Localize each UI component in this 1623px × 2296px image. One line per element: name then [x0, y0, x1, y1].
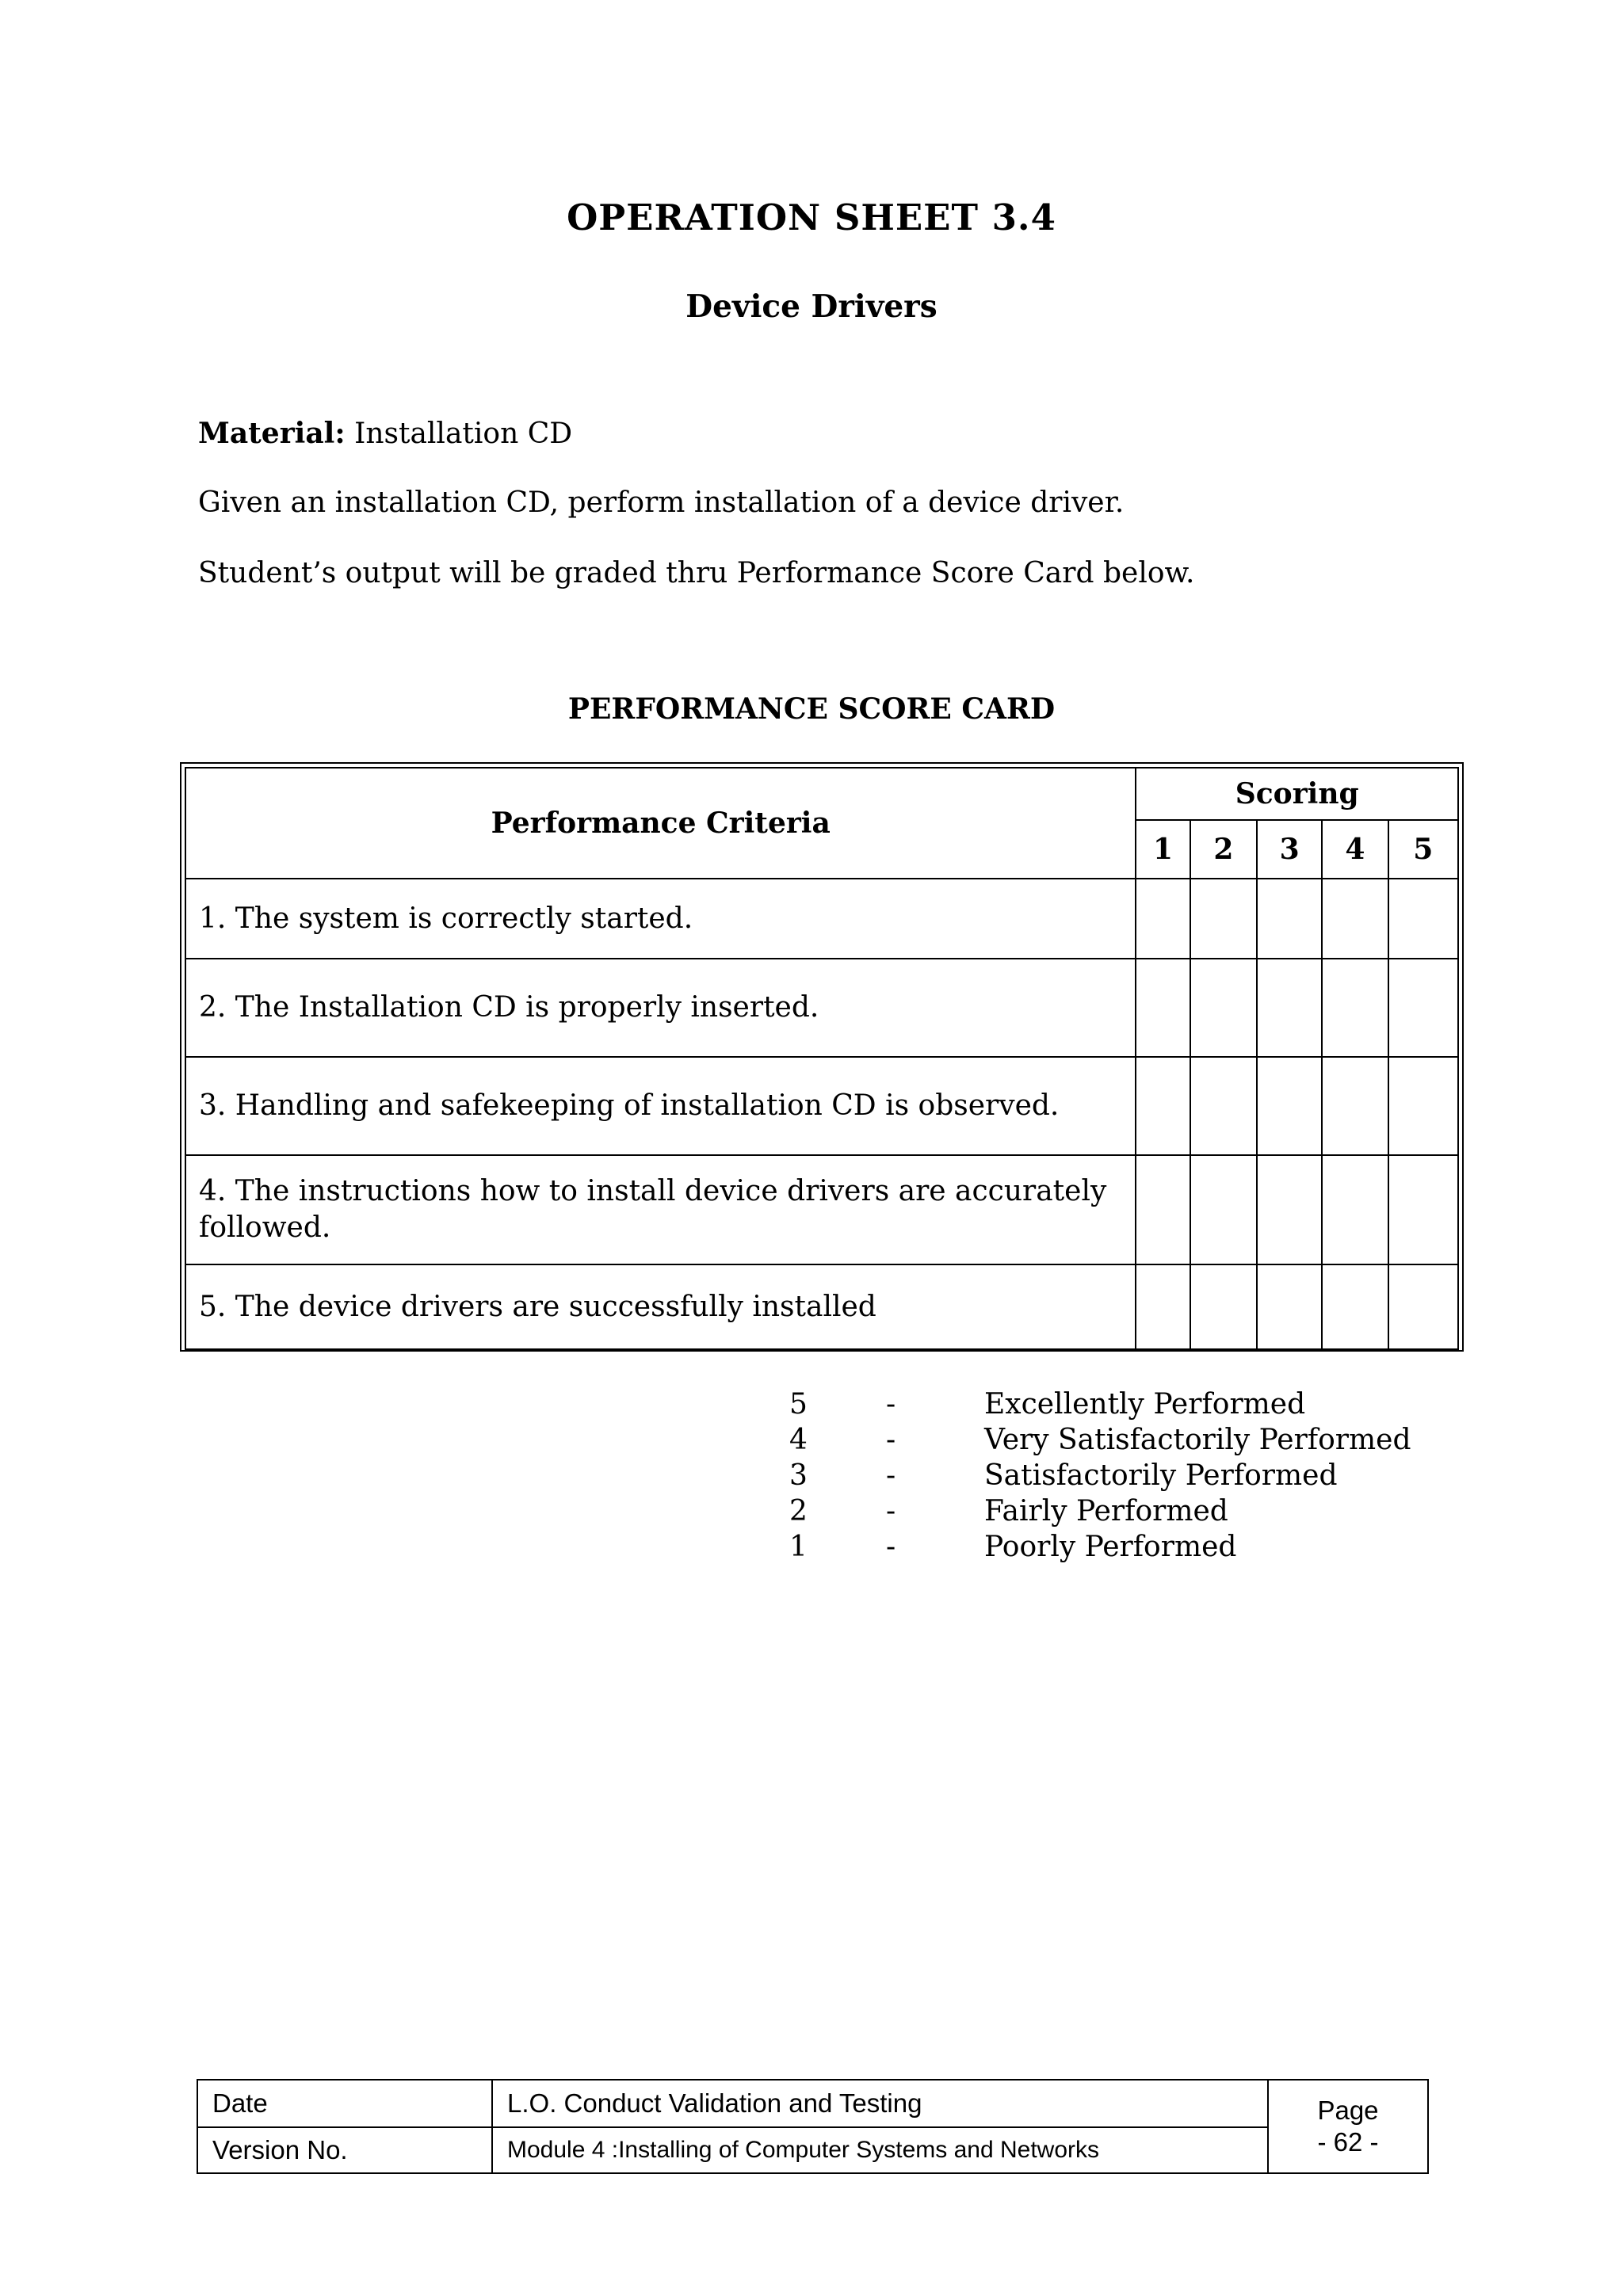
criterion-text: 1. The system is correctly started.: [185, 879, 1136, 959]
page-title: OPERATION SHEET 3.4: [567, 196, 1056, 238]
score-cell[interactable]: [1322, 1155, 1388, 1264]
table-row: [185, 1057, 1458, 1155]
legend-label: Satisfactorily Performed: [984, 1459, 1338, 1492]
score-cell[interactable]: [1190, 959, 1257, 1057]
score-cell[interactable]: [1190, 1155, 1257, 1264]
score-cell[interactable]: [1190, 1264, 1257, 1349]
score-cell[interactable]: [1190, 1057, 1257, 1155]
criterion-text: 2. The Installation CD is properly inserted.: [185, 959, 1136, 1057]
legend-dash: -: [886, 1424, 896, 1456]
criterion-text: 4. The instructions how to install device drivers are accurately followed.: [185, 1155, 1136, 1264]
material-label: Material:: [198, 417, 346, 450]
footer-lo-title: L.O. Conduct Validation and Testing: [492, 2080, 1268, 2127]
footer-page-label: Page: [1317, 2096, 1379, 2125]
score-cell[interactable]: [1257, 1155, 1322, 1264]
score-cell[interactable]: [1136, 1264, 1190, 1349]
legend-label: Fairly Performed: [984, 1495, 1228, 1527]
material-line: [198, 417, 572, 450]
score-column-header: 1: [1136, 820, 1190, 879]
score-column-header: 3: [1257, 820, 1322, 879]
table-row: [185, 1264, 1458, 1349]
score-column-header: 5: [1388, 820, 1458, 879]
score-column-header: 2: [1190, 820, 1257, 879]
legend-label: Very Satisfactorily Performed: [984, 1424, 1411, 1456]
score-cell[interactable]: [1257, 1264, 1322, 1349]
legend-label: Poorly Performed: [984, 1531, 1237, 1563]
score-card-table: [180, 762, 1464, 1352]
score-cell[interactable]: [1136, 1155, 1190, 1264]
score-cell[interactable]: [1136, 879, 1190, 959]
score-cell[interactable]: [1257, 1057, 1322, 1155]
footer-version-label: Version No.: [197, 2127, 492, 2173]
legend-score: 5: [789, 1388, 808, 1421]
score-cell[interactable]: [1322, 1264, 1388, 1349]
page-footer: [197, 2079, 1429, 2174]
legend-dash: -: [886, 1495, 896, 1527]
footer-date-label: Date: [197, 2080, 492, 2127]
score-cell[interactable]: [1388, 1057, 1458, 1155]
scoring-header: Scoring: [1136, 768, 1458, 820]
legend-score: 3: [789, 1459, 808, 1492]
legend-dash: -: [886, 1388, 896, 1421]
footer-module-title: Module 4 :Installing of Computer Systems and Networks: [492, 2127, 1268, 2173]
criterion-text: 5. The device drivers are successfully installed: [185, 1264, 1136, 1349]
score-cell[interactable]: [1257, 959, 1322, 1057]
criterion-text: 3. Handling and safekeeping of installation CD is observed.: [185, 1057, 1136, 1155]
score-cell[interactable]: [1136, 959, 1190, 1057]
instruction-text: Given an installation CD, perform installation of a device driver.: [198, 486, 1125, 519]
footer-page: [1268, 2080, 1428, 2173]
page-subtitle: Device Drivers: [685, 288, 938, 325]
table-row: [185, 959, 1458, 1057]
table-row: [185, 879, 1458, 959]
score-cell[interactable]: [1388, 1155, 1458, 1264]
score-cell[interactable]: [1322, 879, 1388, 959]
criteria-header: Performance Criteria: [185, 768, 1136, 879]
score-cell[interactable]: [1190, 879, 1257, 959]
score-card-title: PERFORMANCE SCORE CARD: [567, 692, 1056, 726]
score-cell[interactable]: [1322, 959, 1388, 1057]
legend-score: 2: [789, 1495, 808, 1527]
legend-dash: -: [886, 1459, 896, 1492]
table-row: [185, 1155, 1458, 1264]
score-cell[interactable]: [1388, 959, 1458, 1057]
score-cell[interactable]: [1388, 879, 1458, 959]
score-cell[interactable]: [1136, 1057, 1190, 1155]
legend-score: 1: [789, 1531, 808, 1563]
legend-dash: -: [886, 1531, 896, 1563]
grading-note: Student’s output will be graded thru Performance Score Card below.: [198, 557, 1195, 589]
score-column-header: 4: [1322, 820, 1388, 879]
score-cell[interactable]: [1388, 1264, 1458, 1349]
legend-score: 4: [789, 1424, 808, 1456]
score-cell[interactable]: [1322, 1057, 1388, 1155]
legend-label: Excellently Performed: [984, 1388, 1306, 1421]
material-value: Installation CD: [354, 418, 573, 450]
score-cell[interactable]: [1257, 879, 1322, 959]
footer-page-number: - 62 -: [1317, 2127, 1379, 2157]
